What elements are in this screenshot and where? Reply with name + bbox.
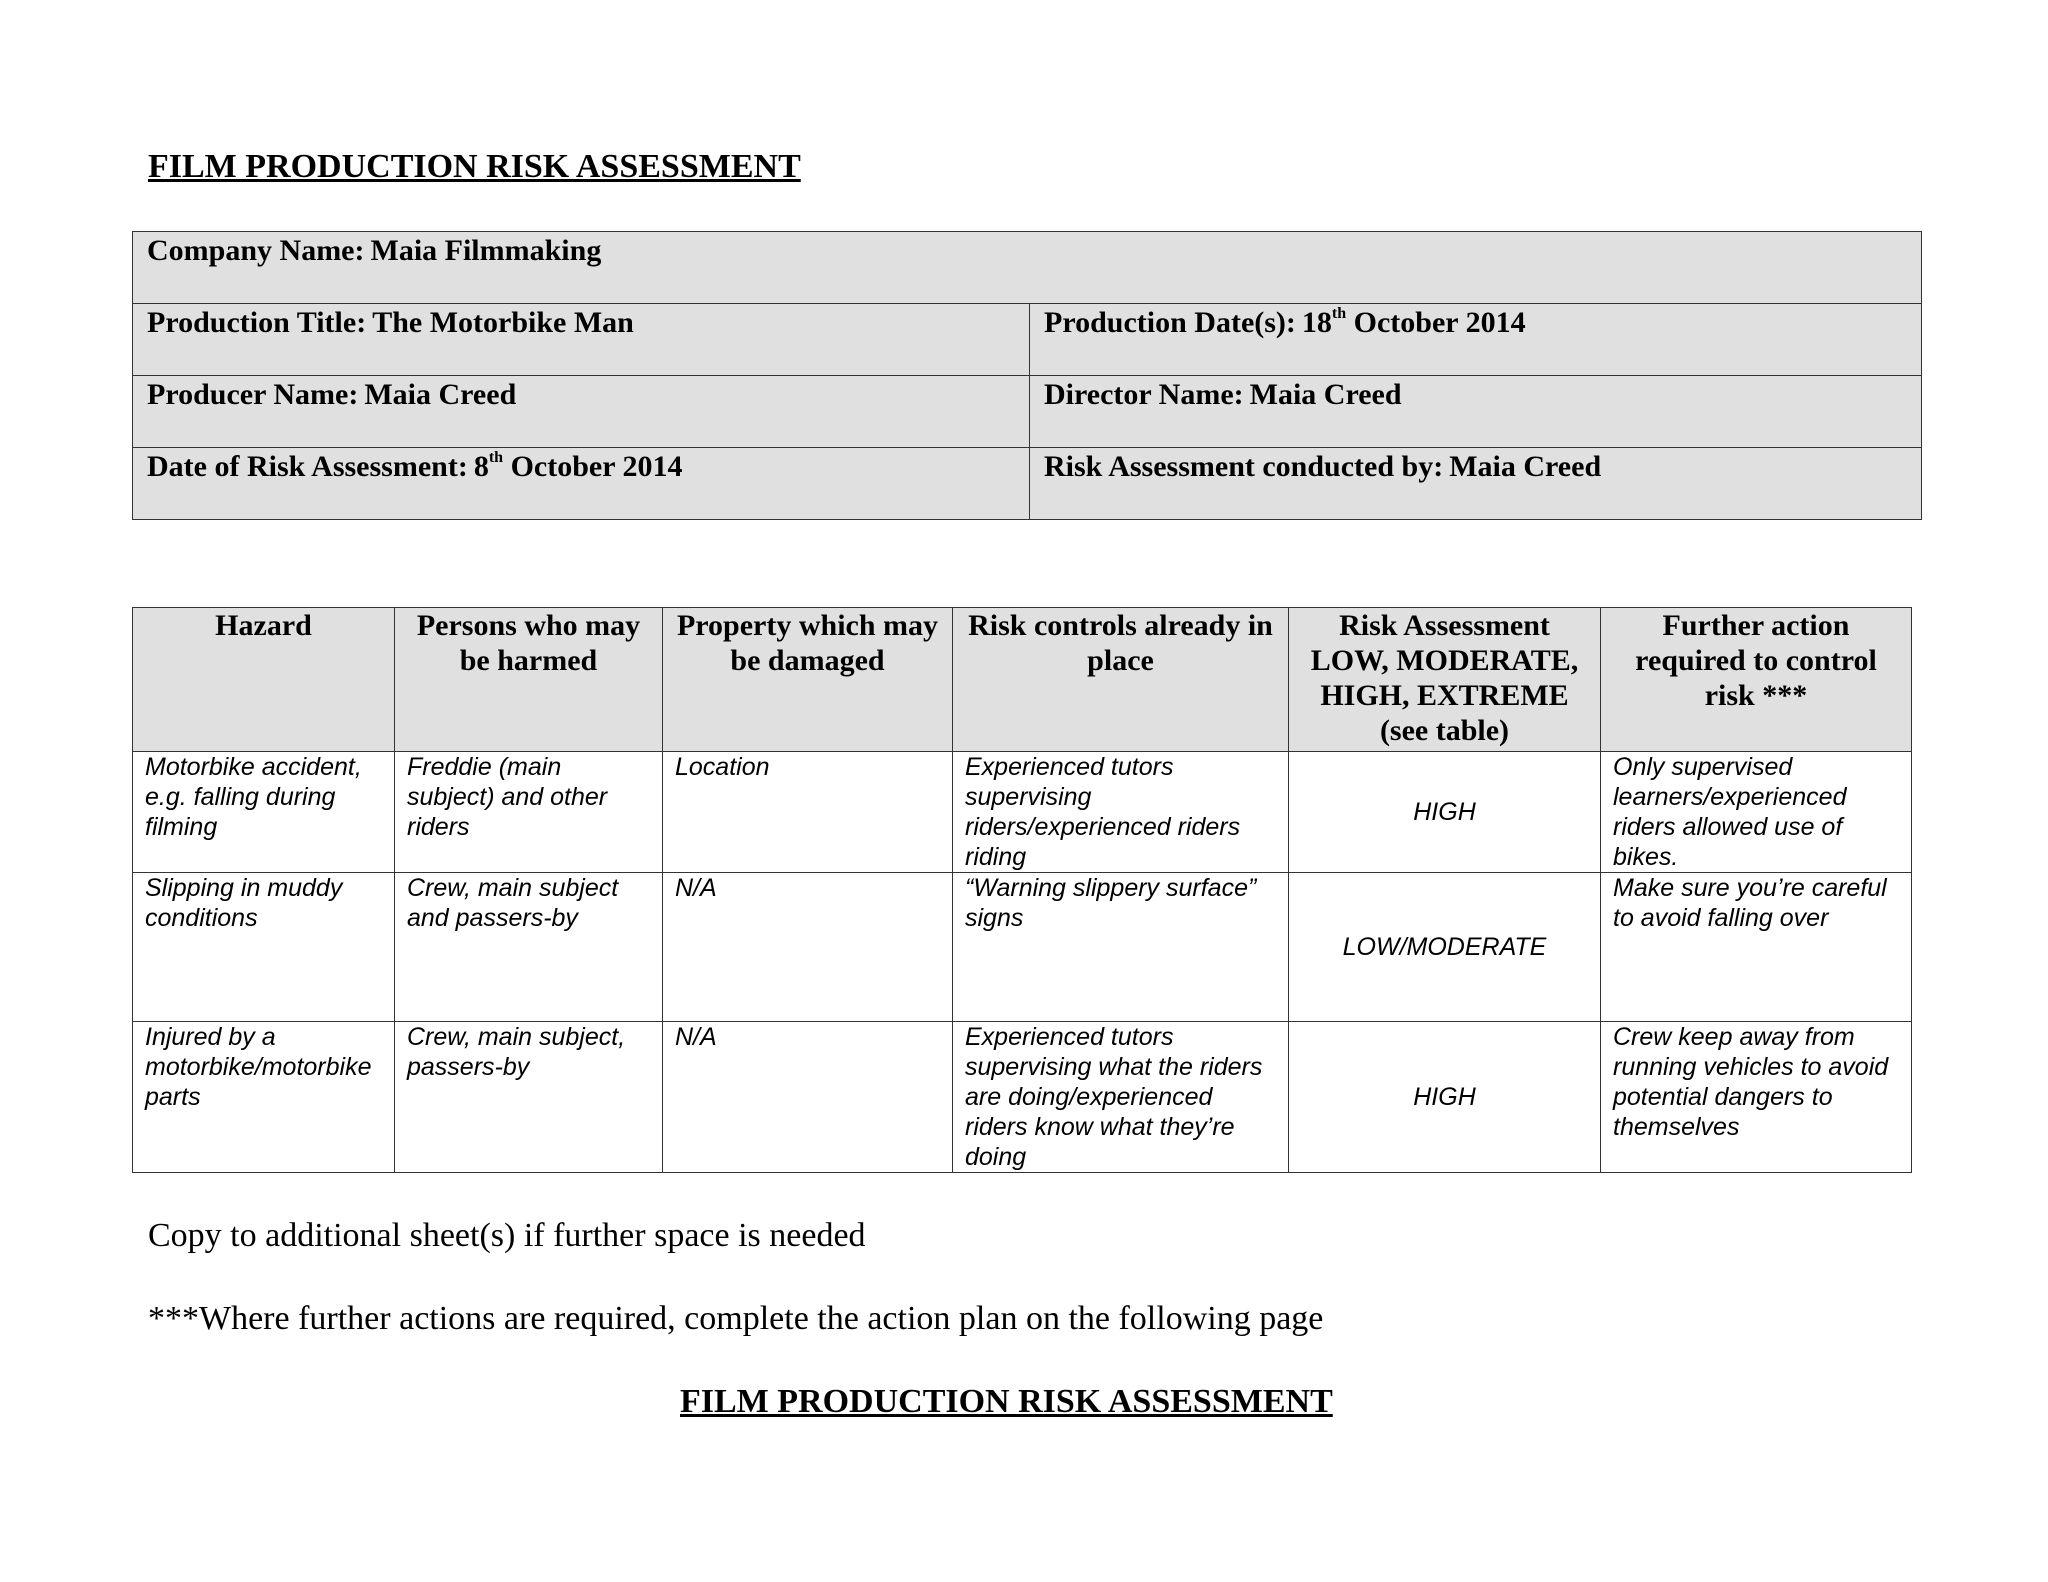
producer-name-cell — [133, 376, 1030, 448]
hazard-cell: Injured by a motorbike/motorbike parts — [133, 1022, 395, 1173]
table-row — [133, 873, 1912, 1022]
conducted-by-label: Risk Assessment conducted by: — [1044, 450, 1444, 483]
conducted-by-value: Maia Creed — [1449, 450, 1602, 483]
assessment-date-cell — [133, 448, 1030, 520]
header-persons: Persons who may be harmed — [395, 608, 663, 752]
production-title-label: Production Title: — [147, 306, 367, 339]
next-page-title: FILM PRODUCTION RISK ASSESSMENT — [680, 1383, 1333, 1420]
production-title-value: The Motorbike Man — [372, 306, 634, 339]
copy-note: Copy to additional sheet(s) if further space is needed — [148, 1217, 866, 1254]
director-name-value: Maia Creed — [1249, 378, 1402, 411]
action-cell: Make sure you’re careful to avoid falling over — [1601, 873, 1912, 1022]
assessment-date-day: 8 — [473, 450, 489, 483]
director-name-cell — [1030, 376, 1922, 448]
hazard-cell: Motorbike accident, e.g. falling during filming — [133, 752, 395, 873]
production-dates-day: 18 — [1301, 306, 1332, 339]
company-name-cell — [133, 232, 1922, 304]
persons-cell: Crew, main subject and passers-by — [395, 873, 663, 1022]
production-dates-suffix: th — [1331, 305, 1347, 322]
property-cell: Location — [663, 752, 953, 873]
header-controls: Risk controls already in place — [953, 608, 1289, 752]
assessment-date-rest: October 2014 — [510, 450, 683, 483]
rating-cell: HIGH — [1289, 1022, 1601, 1173]
rating-cell: HIGH — [1289, 752, 1601, 873]
conducted-by-cell — [1030, 448, 1922, 520]
assessment-date-suffix: th — [488, 449, 504, 466]
controls-cell: Experienced tutors supervising riders/experienced riders riding — [953, 752, 1289, 873]
company-name-label: Company Name: — [147, 234, 365, 267]
producer-name-label: Producer Name: — [147, 378, 359, 411]
production-dates-label: Production Date(s): — [1044, 306, 1296, 339]
producer-name-value: Maia Creed — [364, 378, 517, 411]
property-cell: N/A — [663, 1022, 953, 1173]
table-row — [133, 1022, 1912, 1173]
production-info-table — [132, 231, 1922, 520]
rating-cell: LOW/MODERATE — [1289, 873, 1601, 1022]
header-hazard: Hazard — [133, 608, 395, 752]
production-dates-cell — [1030, 304, 1922, 376]
company-name-value: Maia Filmmaking — [370, 234, 602, 267]
persons-cell: Crew, main subject, passers-by — [395, 1022, 663, 1173]
action-plan-note: ***Where further actions are required, complete the action plan on the following page — [148, 1300, 1324, 1337]
assessment-date-label: Date of Risk Assessment: — [147, 450, 468, 483]
header-property: Property which may be damaged — [663, 608, 953, 752]
header-further-action: Further action required to control risk *** — [1601, 608, 1912, 752]
controls-cell: Experienced tutors supervising what the riders are doing/experienced riders know what they’re doing — [953, 1022, 1289, 1173]
risk-table — [132, 607, 1912, 1173]
controls-cell: “Warning slippery surface” signs — [953, 873, 1289, 1022]
risk-table-header — [133, 608, 1912, 752]
hazard-cell: Slipping in muddy conditions — [133, 873, 395, 1022]
page-title: FILM PRODUCTION RISK ASSESSMENT — [148, 148, 801, 185]
property-cell: N/A — [663, 873, 953, 1022]
action-cell: Only supervised learners/experienced riders allowed use of bikes. — [1601, 752, 1912, 873]
persons-cell: Freddie (main subject) and other riders — [395, 752, 663, 873]
director-name-label: Director Name: — [1044, 378, 1244, 411]
production-title-cell — [133, 304, 1030, 376]
action-cell: Crew keep away from running vehicles to avoid potential dangers to themselves — [1601, 1022, 1912, 1173]
production-dates-rest: October 2014 — [1353, 306, 1526, 339]
table-row — [133, 752, 1912, 873]
header-risk-assessment: Risk Assessment LOW, MODERATE, HIGH, EXTREME (see table) — [1289, 608, 1601, 752]
